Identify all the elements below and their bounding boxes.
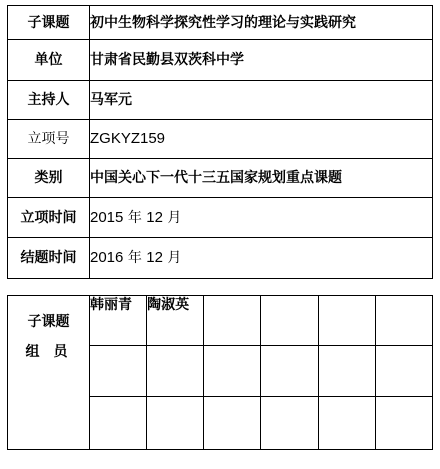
row-unit xyxy=(8,40,433,81)
row-project-id xyxy=(8,120,433,159)
start-month-unit: 月 xyxy=(162,209,182,226)
end-year: 2016 xyxy=(90,249,124,266)
member-cell xyxy=(261,296,318,346)
member-cell-empty xyxy=(204,397,261,450)
project-id-label: 立项号 xyxy=(8,120,90,159)
end-month-unit: 月 xyxy=(162,250,182,266)
row-subproject xyxy=(8,6,433,40)
member-cell-empty xyxy=(204,346,261,397)
member-cell-empty xyxy=(375,346,432,397)
host-value: 马军元 xyxy=(90,81,433,120)
member-cell-empty xyxy=(318,346,375,397)
member-cell xyxy=(204,296,261,346)
project-info-sheet xyxy=(7,5,433,449)
end-date-label: 结题时间 xyxy=(8,238,90,279)
member-cell-empty xyxy=(375,397,432,450)
row-start-date xyxy=(8,198,433,238)
unit-label: 单位 xyxy=(8,40,90,81)
member-cell: 陶淑英 xyxy=(147,296,204,346)
project-id-text: ZGKYZ159 xyxy=(90,130,166,147)
subproject-label: 子课题 xyxy=(8,6,90,40)
category-value: 中国关心下一代十三五国家规划重点课题 xyxy=(90,159,433,198)
member-cell xyxy=(375,296,432,346)
members-label-line2: 组员 xyxy=(25,344,82,360)
project-id-value xyxy=(90,120,433,159)
members-label-line1: 子课题 xyxy=(27,314,70,330)
members-section xyxy=(7,295,433,448)
category-label: 类别 xyxy=(8,159,90,198)
member-cell xyxy=(318,296,375,346)
members-table xyxy=(7,295,433,450)
member-cell-empty xyxy=(90,346,147,397)
end-month: 12 xyxy=(146,249,163,266)
start-date-value xyxy=(90,198,433,238)
subproject-value: 初中生物科学探究性学习的理论与实践研究 xyxy=(90,6,433,40)
row-host xyxy=(8,81,433,120)
members-row-1 xyxy=(8,296,433,346)
member-cell-empty xyxy=(90,397,147,450)
member-cell-empty xyxy=(318,397,375,450)
start-month: 12 xyxy=(146,208,163,226)
project-info-table xyxy=(7,5,433,279)
member-cell: 韩丽青 xyxy=(90,296,147,346)
end-date-value xyxy=(90,238,433,279)
row-category xyxy=(8,159,433,198)
member-cell-empty xyxy=(261,346,318,397)
start-year-unit: 年 xyxy=(123,209,147,226)
host-label: 主持人 xyxy=(8,81,90,120)
unit-value: 甘肃省民勤县双茨科中学 xyxy=(90,40,433,81)
row-end-date xyxy=(8,238,433,279)
members-label xyxy=(8,296,90,450)
member-cell-empty xyxy=(261,397,318,450)
start-year: 2015 xyxy=(90,208,124,226)
start-date-label: 立项时间 xyxy=(8,198,90,238)
member-cell-empty xyxy=(147,397,204,450)
member-cell-empty xyxy=(147,346,204,397)
end-year-unit: 年 xyxy=(123,250,147,266)
